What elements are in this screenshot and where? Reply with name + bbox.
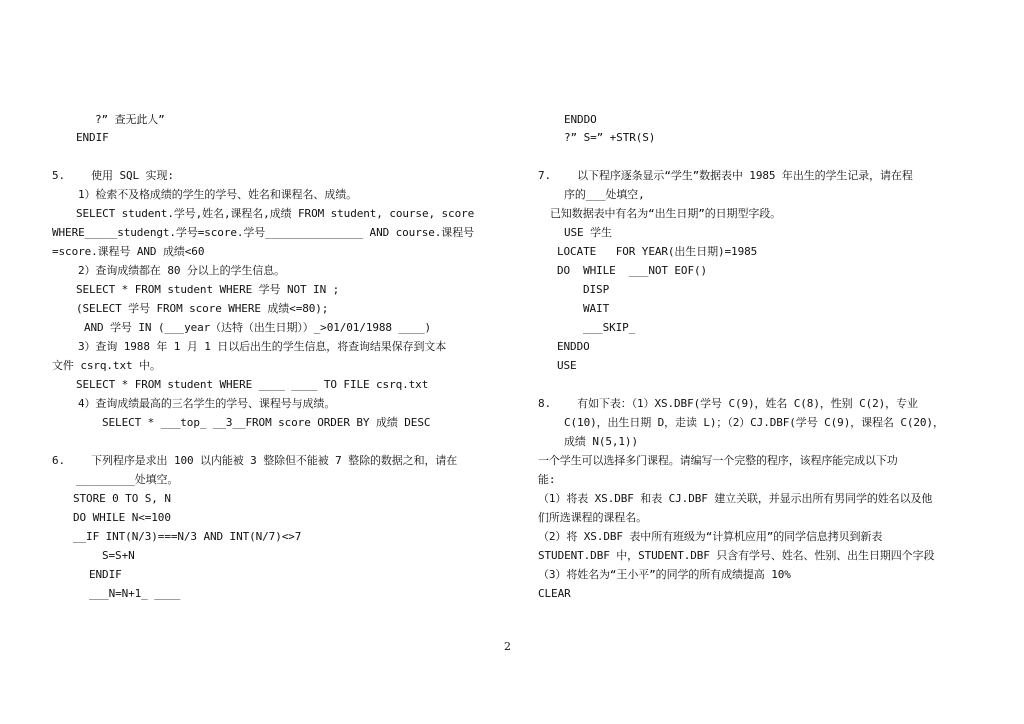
- text-line: 序的___处填空,: [564, 188, 645, 201]
- text-line: ENDDO: [557, 340, 590, 353]
- text-line: DO WHILE N<=100: [73, 511, 171, 524]
- text-line: 一个学生可以选择多门课程。请编写一个完整的程序，该程序能完成以下功: [538, 454, 898, 467]
- text-line: 5. 使用 SQL 实现:: [52, 169, 174, 182]
- text-line: 能:: [538, 473, 556, 486]
- text-line: ___SKIP_: [583, 321, 636, 334]
- text-line: 3）查询 1988 年 1 月 1 日以后出生的学生信息，将查询结果保存到文本: [78, 340, 447, 353]
- page-number: 2: [504, 640, 511, 653]
- text-line: CLEAR: [538, 587, 571, 600]
- text-line: （2）将 XS.DBF 表中所有班级为“计算机应用”的同学信息拷贝到新表: [538, 530, 883, 543]
- text-line: LOCATE FOR YEAR(出生日期)=1985: [557, 245, 758, 258]
- text-line: C(10)，出生日期 D，走读 L)；（2）CJ.DBF(学号 C(9)，课程名 C(20)，: [564, 416, 944, 429]
- text-line: ENDIF: [76, 131, 109, 144]
- text-line: __IF INT(N/3)===N/3 AND INT(N/7)<>7: [73, 530, 302, 543]
- text-line: WAIT: [583, 302, 610, 315]
- text-line: DISP: [583, 283, 610, 296]
- text-line: 成绩 N(5,1)): [564, 435, 638, 448]
- text-line: STORE 0 TO S, N: [73, 492, 171, 505]
- text-line: _________处填空。: [76, 473, 179, 486]
- text-line: SELECT * FROM student WHERE ____ ____ TO FILE csrq.txt: [76, 378, 429, 391]
- text-line: USE 学生: [564, 226, 612, 239]
- text-line: 2）查询成绩都在 80 分以上的学生信息。: [78, 264, 286, 277]
- text-line: 已知数据表中有名为“出生日期”的日期型字段。: [550, 207, 782, 220]
- text-line: 1）检索不及格成绩的学生的学号、姓名和课程名、成绩。: [78, 188, 358, 201]
- text-line: (SELECT 学号 FROM score WHERE 成绩<=80);: [76, 302, 329, 315]
- text-line: S=S+N: [102, 549, 135, 562]
- text-line: 7. 以下程序逐条显示“学生”数据表中 1985 年出生的学生记录，请在程: [538, 169, 913, 182]
- text-line: DO WHILE ___NOT EOF(): [557, 264, 708, 277]
- text-line: =score.课程号 AND 成绩<60: [52, 245, 205, 258]
- text-line: 6. 下列程序是求出 100 以内能被 3 整除但不能被 7 整除的数据之和，请在: [52, 454, 458, 467]
- text-line: （1）将表 XS.DBF 和表 CJ.DBF 建立关联，并显示出所有男同学的姓名以及他: [538, 492, 933, 505]
- text-line: STUDENT.DBF 中，STUDENT.DBF 只含有学号、姓名、性别、出生日期四个字段: [538, 549, 935, 562]
- text-line: ENDIF: [89, 568, 122, 581]
- text-line: SELECT * FROM student WHERE 学号 NOT IN ;: [76, 283, 340, 296]
- text-line: 文件 csrq.txt 中。: [52, 359, 161, 372]
- text-line: SELECT * ___top_ __3__FROM score ORDER BY 成绩 DESC: [102, 416, 431, 429]
- text-line: SELECT student.学号,姓名,课程名,成绩 FROM student, course, score: [76, 207, 475, 220]
- text-line: WHERE_____studengt.学号=score.学号_______________ AND course.课程号: [52, 226, 474, 239]
- text-line: AND 学号 IN (___year（达特（出生日期））_>01/01/1988 ____): [84, 321, 432, 334]
- text-line: ___N=N+1_ ____: [89, 587, 181, 600]
- text-line: USE: [557, 359, 577, 372]
- text-line: 们所选课程的课程名。: [538, 511, 647, 524]
- text-line: ?” S=” +STR(S): [564, 131, 656, 144]
- text-line: 4）查询成绩最高的三名学生的学号、课程号与成绩。: [78, 397, 336, 410]
- text-line: ENDDO: [564, 113, 597, 126]
- text-line: ?” 查无此人”: [95, 113, 165, 126]
- text-line: （3）将姓名为“王小平”的同学的所有成绩提高 10%: [538, 568, 791, 581]
- text-line: 8. 有如下表：（1）XS.DBF(学号 C(9)，姓名 C(8)，性别 C(2)，专业: [538, 397, 918, 410]
